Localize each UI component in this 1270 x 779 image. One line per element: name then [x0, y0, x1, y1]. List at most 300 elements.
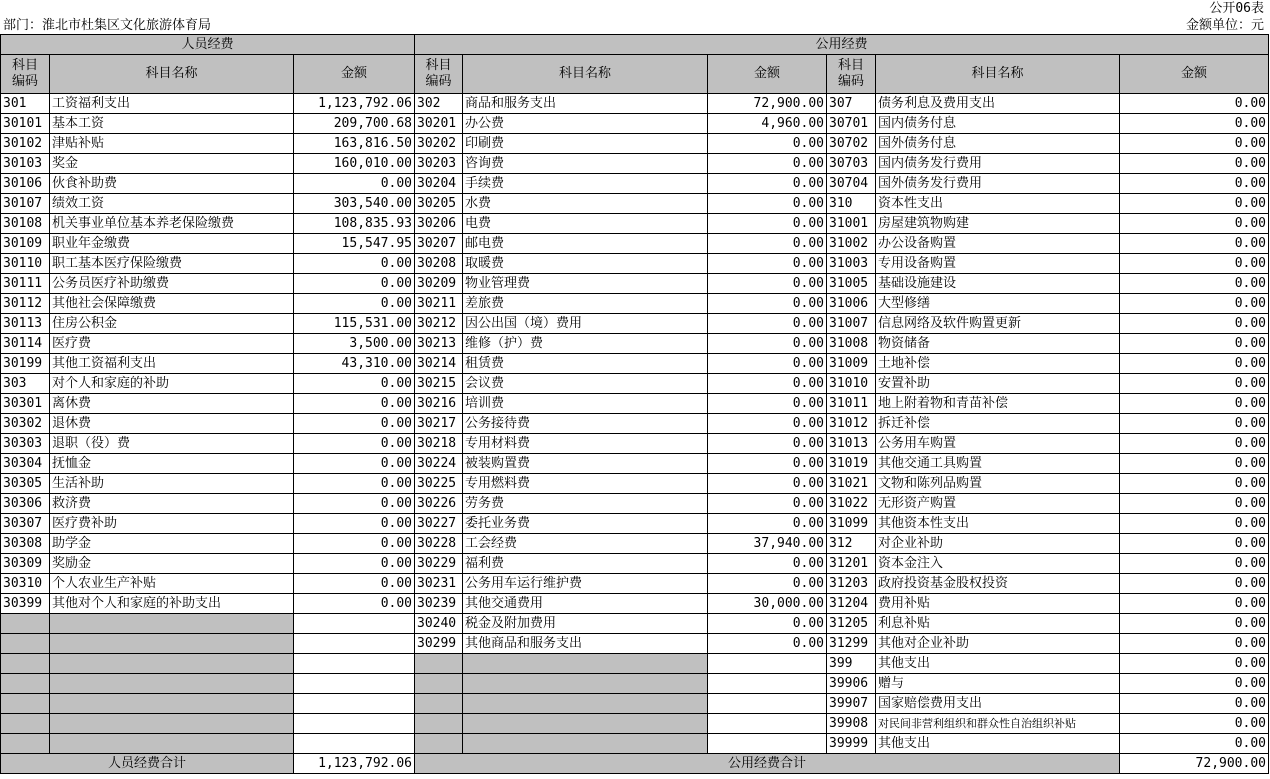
personnel-code-cell: 30304 — [1, 454, 50, 474]
public-b-code-cell: 39907 — [827, 694, 876, 714]
personnel-name-cell: 绩效工资 — [50, 194, 294, 214]
form-number: 公开06表 — [1209, 1, 1264, 16]
public-a-name-cell: 专用材料费 — [463, 434, 708, 454]
public-b-amount-cell: 0.00 — [1120, 274, 1269, 294]
public-a-code-cell: 30204 — [415, 174, 463, 194]
personnel-name-cell: 津贴补贴 — [50, 134, 294, 154]
public-b-amount-cell: 0.00 — [1120, 94, 1269, 114]
public-a-code-cell: 30201 — [415, 114, 463, 134]
table-row — [1, 214, 1269, 234]
table-row — [1, 154, 1269, 174]
personnel-name-cell: 职业年金缴费 — [50, 234, 294, 254]
personnel-code-cell: 30110 — [1, 254, 50, 274]
public-b-name-cell: 文物和陈列品购置 — [876, 474, 1120, 494]
public-b-name-cell: 安置补助 — [876, 374, 1120, 394]
personnel-amount-cell: 0.00 — [294, 414, 415, 434]
public-b-amount-cell: 0.00 — [1120, 334, 1269, 354]
public-b-code-cell: 31012 — [827, 414, 876, 434]
public-b-name-cell: 办公设备购置 — [876, 234, 1120, 254]
public-b-code-cell: 31003 — [827, 254, 876, 274]
public-b-amount-cell: 0.00 — [1120, 594, 1269, 614]
public-b-amount-cell: 0.00 — [1120, 174, 1269, 194]
empty-cell — [50, 614, 294, 634]
department-label: 部门：淮北市杜集区文化旅游体育局 — [3, 18, 212, 33]
personnel-name-cell: 伙食补助费 — [50, 174, 294, 194]
public-b-name-cell: 其他资本性支出 — [876, 514, 1120, 534]
empty-cell — [294, 734, 415, 754]
public-a-code-cell: 30215 — [415, 374, 463, 394]
public-b-name-cell: 国外债务付息 — [876, 134, 1120, 154]
public-b-amount-cell: 0.00 — [1120, 414, 1269, 434]
public-b-code-cell: 31099 — [827, 514, 876, 534]
public-b-amount-cell: 0.00 — [1120, 314, 1269, 334]
public-a-amount-cell: 0.00 — [708, 394, 827, 414]
personnel-amount-cell: 0.00 — [294, 434, 415, 454]
table-row — [1, 434, 1269, 454]
public-a-name-cell: 物业管理费 — [463, 274, 708, 294]
personnel-amount-cell: 0.00 — [294, 574, 415, 594]
table-row — [1, 674, 1269, 694]
public-b-amount-cell: 0.00 — [1120, 114, 1269, 134]
table-row — [1, 134, 1269, 154]
personnel-amount-cell: 0.00 — [294, 394, 415, 414]
empty-cell — [415, 734, 463, 754]
table-row — [1, 714, 1269, 734]
name-header: 科目名称 — [463, 55, 708, 94]
public-a-amount-cell: 0.00 — [708, 174, 827, 194]
public-b-name-cell: 赠与 — [876, 674, 1120, 694]
personnel-code-cell: 30111 — [1, 274, 50, 294]
amount-unit-label: 金额单位：元 — [1185, 18, 1264, 33]
public-b-amount-cell: 0.00 — [1120, 394, 1269, 414]
personnel-code-cell: 30307 — [1, 514, 50, 534]
empty-cell — [1, 614, 50, 634]
personnel-name-cell: 其他对个人和家庭的补助支出 — [50, 594, 294, 614]
personnel-amount-cell: 0.00 — [294, 454, 415, 474]
personnel-code-cell: 301 — [1, 94, 50, 114]
public-a-amount-cell: 0.00 — [708, 474, 827, 494]
public-b-name-cell: 公务用车购置 — [876, 434, 1120, 454]
empty-cell — [415, 674, 463, 694]
public-b-code-cell: 31201 — [827, 554, 876, 574]
public-b-amount-cell: 0.00 — [1120, 194, 1269, 214]
public-a-amount-cell: 0.00 — [708, 214, 827, 234]
public-a-code-cell: 30226 — [415, 494, 463, 514]
public-b-amount-cell: 0.00 — [1120, 634, 1269, 654]
personnel-name-cell: 医疗费补助 — [50, 514, 294, 534]
table-row — [1, 334, 1269, 354]
public-a-name-cell: 公务接待费 — [463, 414, 708, 434]
public-a-code-cell: 30213 — [415, 334, 463, 354]
public-b-amount-cell: 0.00 — [1120, 734, 1269, 754]
public-b-code-cell: 31010 — [827, 374, 876, 394]
personnel-name-cell: 生活补助 — [50, 474, 294, 494]
table-row — [1, 454, 1269, 474]
public-a-code-cell: 30239 — [415, 594, 463, 614]
public-a-amount-cell: 0.00 — [708, 354, 827, 374]
public-a-code-cell: 30228 — [415, 534, 463, 554]
public-b-amount-cell: 0.00 — [1120, 134, 1269, 154]
public-b-name-cell: 地上附着物和青苗补偿 — [876, 394, 1120, 414]
public-a-amount-cell: 0.00 — [708, 274, 827, 294]
public-a-amount-cell: 0.00 — [708, 414, 827, 434]
public-a-name-cell: 水费 — [463, 194, 708, 214]
public-b-name-cell: 资本性支出 — [876, 194, 1120, 214]
personnel-name-cell: 住房公积金 — [50, 314, 294, 334]
public-a-amount-cell: 0.00 — [708, 254, 827, 274]
personnel-amount-cell: 0.00 — [294, 254, 415, 274]
name-header: 科目名称 — [50, 55, 294, 94]
personnel-amount-cell: 1,123,792.06 — [294, 94, 415, 114]
public-a-name-cell: 邮电费 — [463, 234, 708, 254]
public-a-name-cell: 差旅费 — [463, 294, 708, 314]
public-b-code-cell: 31002 — [827, 234, 876, 254]
personnel-code-cell: 30107 — [1, 194, 50, 214]
empty-cell — [463, 654, 708, 674]
public-a-amount-cell: 0.00 — [708, 234, 827, 254]
personnel-amount-cell: 0.00 — [294, 554, 415, 574]
public-b-name-cell: 国内债务付息 — [876, 114, 1120, 134]
public-b-amount-cell: 0.00 — [1120, 354, 1269, 374]
public-b-name-cell: 对企业补助 — [876, 534, 1120, 554]
personnel-name-cell: 基本工资 — [50, 114, 294, 134]
public-b-code-cell: 30701 — [827, 114, 876, 134]
public-a-amount-cell: 0.00 — [708, 554, 827, 574]
public-a-amount-cell: 0.00 — [708, 494, 827, 514]
empty-cell — [294, 654, 415, 674]
table-row — [1, 474, 1269, 494]
personnel-code-cell: 30113 — [1, 314, 50, 334]
personnel-code-cell: 30302 — [1, 414, 50, 434]
public-a-amount-cell: 72,900.00 — [708, 94, 827, 114]
empty-cell — [708, 674, 827, 694]
personnel-name-cell: 奖金 — [50, 154, 294, 174]
public-b-amount-cell: 0.00 — [1120, 554, 1269, 574]
table-row — [1, 94, 1269, 114]
public-b-name-cell: 房屋建筑物购建 — [876, 214, 1120, 234]
public-b-amount-cell: 0.00 — [1120, 694, 1269, 714]
table-row — [1, 694, 1269, 714]
public-a-amount-cell: 0.00 — [708, 454, 827, 474]
empty-cell — [294, 674, 415, 694]
empty-cell — [50, 674, 294, 694]
empty-cell — [415, 654, 463, 674]
table-row — [1, 254, 1269, 274]
public-a-amount-cell: 0.00 — [708, 374, 827, 394]
personnel-amount-cell: 209,700.68 — [294, 114, 415, 134]
public-a-amount-cell: 30,000.00 — [708, 594, 827, 614]
table-row — [1, 734, 1269, 754]
personnel-code-cell: 30199 — [1, 354, 50, 374]
public-b-name-cell: 基础设施建设 — [876, 274, 1120, 294]
code-header: 科目 编码 — [415, 55, 463, 94]
public-b-name-cell: 拆迁补偿 — [876, 414, 1120, 434]
table-row — [1, 554, 1269, 574]
public-a-amount-cell: 0.00 — [708, 134, 827, 154]
empty-cell — [415, 714, 463, 734]
public-a-name-cell: 劳务费 — [463, 494, 708, 514]
name-header: 科目名称 — [876, 55, 1120, 94]
personnel-code-cell: 30102 — [1, 134, 50, 154]
public-total-amount: 72,900.00 — [1120, 754, 1269, 774]
public-a-name-cell: 印刷费 — [463, 134, 708, 154]
table-row — [1, 114, 1269, 134]
personnel-amount-cell: 0.00 — [294, 494, 415, 514]
table-row — [1, 274, 1269, 294]
table-row — [1, 534, 1269, 554]
public-a-amount-cell: 0.00 — [708, 314, 827, 334]
public-b-code-cell: 31005 — [827, 274, 876, 294]
public-b-name-cell: 政府投资基金股权投资 — [876, 574, 1120, 594]
personnel-name-cell: 工资福利支出 — [50, 94, 294, 114]
personnel-code-cell: 30306 — [1, 494, 50, 514]
public-a-name-cell: 专用燃料费 — [463, 474, 708, 494]
personnel-amount-cell: 0.00 — [294, 534, 415, 554]
public-a-code-cell: 30240 — [415, 614, 463, 634]
empty-cell — [1, 714, 50, 734]
public-a-name-cell: 福利费 — [463, 554, 708, 574]
public-a-code-cell: 30224 — [415, 454, 463, 474]
public-a-code-cell: 30227 — [415, 514, 463, 534]
personnel-name-cell: 离休费 — [50, 394, 294, 414]
personnel-amount-cell: 303,540.00 — [294, 194, 415, 214]
personnel-amount-cell: 160,010.00 — [294, 154, 415, 174]
empty-cell — [294, 694, 415, 714]
public-b-name-cell: 其他支出 — [876, 734, 1120, 754]
public-a-amount-cell: 0.00 — [708, 574, 827, 594]
table-row — [1, 354, 1269, 374]
public-a-name-cell: 维修（护）费 — [463, 334, 708, 354]
personnel-code-cell: 30101 — [1, 114, 50, 134]
personnel-total-amount: 1,123,792.06 — [294, 754, 415, 774]
public-a-name-cell: 其他商品和服务支出 — [463, 634, 708, 654]
public-b-amount-cell: 0.00 — [1120, 454, 1269, 474]
table-row — [1, 394, 1269, 414]
public-a-amount-cell: 0.00 — [708, 154, 827, 174]
public-a-code-cell: 30214 — [415, 354, 463, 374]
public-group-header: 公用经费 — [415, 35, 1269, 55]
public-a-name-cell: 商品和服务支出 — [463, 94, 708, 114]
public-a-name-cell: 租赁费 — [463, 354, 708, 374]
personnel-amount-cell: 0.00 — [294, 294, 415, 314]
public-b-amount-cell: 0.00 — [1120, 714, 1269, 734]
public-b-amount-cell: 0.00 — [1120, 614, 1269, 634]
empty-cell — [294, 714, 415, 734]
column-header-row — [1, 55, 1269, 94]
public-b-name-cell: 对民间非营利组织和群众性自治组织补贴 — [876, 714, 1120, 734]
public-b-code-cell: 312 — [827, 534, 876, 554]
public-a-name-cell: 被装购置费 — [463, 454, 708, 474]
empty-cell — [463, 714, 708, 734]
personnel-code-cell: 303 — [1, 374, 50, 394]
personnel-name-cell: 退职（役）费 — [50, 434, 294, 454]
public-a-name-cell: 公务用车运行维护费 — [463, 574, 708, 594]
public-a-code-cell: 30225 — [415, 474, 463, 494]
personnel-code-cell: 30106 — [1, 174, 50, 194]
empty-cell — [708, 734, 827, 754]
public-a-code-cell: 30211 — [415, 294, 463, 314]
public-b-code-cell: 31019 — [827, 454, 876, 474]
public-a-code-cell: 30208 — [415, 254, 463, 274]
public-b-name-cell: 专用设备购置 — [876, 254, 1120, 274]
public-b-code-cell: 310 — [827, 194, 876, 214]
public-a-amount-cell: 0.00 — [708, 294, 827, 314]
public-a-name-cell: 税金及附加费用 — [463, 614, 708, 634]
table-row — [1, 234, 1269, 254]
personnel-name-cell: 其他工资福利支出 — [50, 354, 294, 374]
public-b-name-cell: 土地补偿 — [876, 354, 1120, 374]
public-b-code-cell: 31299 — [827, 634, 876, 654]
public-b-amount-cell: 0.00 — [1120, 534, 1269, 554]
personnel-total-label: 人员经费合计 — [1, 754, 294, 774]
public-a-code-cell: 30218 — [415, 434, 463, 454]
public-b-name-cell: 物资储备 — [876, 334, 1120, 354]
personnel-name-cell: 抚恤金 — [50, 454, 294, 474]
public-a-code-cell: 30206 — [415, 214, 463, 234]
personnel-name-cell: 救济费 — [50, 494, 294, 514]
personnel-code-cell: 30301 — [1, 394, 50, 414]
public-a-name-cell: 工会经费 — [463, 534, 708, 554]
public-b-code-cell: 30702 — [827, 134, 876, 154]
personnel-code-cell: 30114 — [1, 334, 50, 354]
personnel-name-cell: 医疗费 — [50, 334, 294, 354]
public-b-code-cell: 31013 — [827, 434, 876, 454]
public-b-name-cell: 资本金注入 — [876, 554, 1120, 574]
public-b-name-cell: 国内债务发行费用 — [876, 154, 1120, 174]
personnel-name-cell: 助学金 — [50, 534, 294, 554]
personnel-code-cell: 30108 — [1, 214, 50, 234]
personnel-name-cell: 其他社会保障缴费 — [50, 294, 294, 314]
public-b-name-cell: 其他交通工具购置 — [876, 454, 1120, 474]
table-row — [1, 294, 1269, 314]
empty-cell — [1, 634, 50, 654]
personnel-amount-cell: 163,816.50 — [294, 134, 415, 154]
table-row — [1, 314, 1269, 334]
empty-cell — [50, 694, 294, 714]
personnel-code-cell: 30103 — [1, 154, 50, 174]
public-a-amount-cell: 37,940.00 — [708, 534, 827, 554]
form-number-line — [0, 0, 1270, 17]
table-row — [1, 634, 1269, 654]
personnel-amount-cell: 0.00 — [294, 374, 415, 394]
public-a-name-cell: 取暖费 — [463, 254, 708, 274]
public-a-code-cell: 30207 — [415, 234, 463, 254]
public-a-name-cell: 手续费 — [463, 174, 708, 194]
personnel-code-cell: 30303 — [1, 434, 50, 454]
public-a-name-cell: 会议费 — [463, 374, 708, 394]
public-a-name-cell: 委托业务费 — [463, 514, 708, 534]
table-row — [1, 574, 1269, 594]
public-b-name-cell: 大型修缮 — [876, 294, 1120, 314]
public-a-name-cell: 因公出国（境）费用 — [463, 314, 708, 334]
public-b-name-cell: 国外债务发行费用 — [876, 174, 1120, 194]
table-row — [1, 374, 1269, 394]
empty-cell — [463, 694, 708, 714]
totals-row — [1, 754, 1269, 774]
public-b-amount-cell: 0.00 — [1120, 234, 1269, 254]
public-a-name-cell: 电费 — [463, 214, 708, 234]
public-a-name-cell: 培训费 — [463, 394, 708, 414]
personnel-code-cell: 30399 — [1, 594, 50, 614]
public-a-code-cell: 30205 — [415, 194, 463, 214]
public-a-amount-cell: 0.00 — [708, 194, 827, 214]
personnel-name-cell: 职工基本医疗保险缴费 — [50, 254, 294, 274]
public-b-amount-cell: 0.00 — [1120, 154, 1269, 174]
empty-cell — [708, 654, 827, 674]
amount-header: 金额 — [708, 55, 827, 94]
empty-cell — [1, 654, 50, 674]
empty-cell — [50, 714, 294, 734]
public-a-code-cell: 30216 — [415, 394, 463, 414]
public-a-name-cell: 办公费 — [463, 114, 708, 134]
public-b-code-cell: 31009 — [827, 354, 876, 374]
empty-cell — [1, 674, 50, 694]
personnel-code-cell: 30310 — [1, 574, 50, 594]
public-b-amount-cell: 0.00 — [1120, 654, 1269, 674]
personnel-name-cell: 个人农业生产补贴 — [50, 574, 294, 594]
public-a-code-cell: 30231 — [415, 574, 463, 594]
public-b-code-cell: 39908 — [827, 714, 876, 734]
public-b-amount-cell: 0.00 — [1120, 494, 1269, 514]
personnel-code-cell: 30309 — [1, 554, 50, 574]
public-b-code-cell: 31205 — [827, 614, 876, 634]
public-b-amount-cell: 0.00 — [1120, 674, 1269, 694]
personnel-amount-cell: 115,531.00 — [294, 314, 415, 334]
public-a-name-cell: 咨询费 — [463, 154, 708, 174]
public-a-amount-cell: 0.00 — [708, 614, 827, 634]
public-b-code-cell: 39906 — [827, 674, 876, 694]
public-b-code-cell: 31203 — [827, 574, 876, 594]
public-b-code-cell: 307 — [827, 94, 876, 114]
public-b-name-cell: 信息网络及软件购置更新 — [876, 314, 1120, 334]
public-a-code-cell: 30203 — [415, 154, 463, 174]
public-b-code-cell: 31007 — [827, 314, 876, 334]
empty-cell — [1, 694, 50, 714]
public-b-code-cell: 39999 — [827, 734, 876, 754]
personnel-amount-cell: 108,835.93 — [294, 214, 415, 234]
empty-cell — [463, 734, 708, 754]
public-a-code-cell: 30217 — [415, 414, 463, 434]
public-b-amount-cell: 0.00 — [1120, 434, 1269, 454]
personnel-amount-cell: 3,500.00 — [294, 334, 415, 354]
empty-cell — [1, 734, 50, 754]
public-b-code-cell: 31001 — [827, 214, 876, 234]
public-total-label: 公用经费合计 — [415, 754, 1120, 774]
public-b-name-cell: 费用补贴 — [876, 594, 1120, 614]
public-a-name-cell: 其他交通费用 — [463, 594, 708, 614]
public-b-code-cell: 31011 — [827, 394, 876, 414]
empty-cell — [463, 674, 708, 694]
public-b-name-cell: 其他对企业补助 — [876, 634, 1120, 654]
public-a-code-cell: 30202 — [415, 134, 463, 154]
public-b-name-cell: 国家赔偿费用支出 — [876, 694, 1120, 714]
empty-cell — [294, 614, 415, 634]
personnel-name-cell: 退休费 — [50, 414, 294, 434]
amount-header: 金额 — [1120, 55, 1269, 94]
public-a-amount-cell: 4,960.00 — [708, 114, 827, 134]
empty-cell — [50, 734, 294, 754]
empty-cell — [50, 654, 294, 674]
public-b-code-cell: 31006 — [827, 294, 876, 314]
table-row — [1, 194, 1269, 214]
personnel-code-cell: 30109 — [1, 234, 50, 254]
personnel-group-header: 人员经费 — [1, 35, 415, 55]
public-b-code-cell: 31021 — [827, 474, 876, 494]
group-header-row — [1, 35, 1269, 55]
table-row — [1, 174, 1269, 194]
empty-cell — [50, 634, 294, 654]
public-a-code-cell: 30299 — [415, 634, 463, 654]
